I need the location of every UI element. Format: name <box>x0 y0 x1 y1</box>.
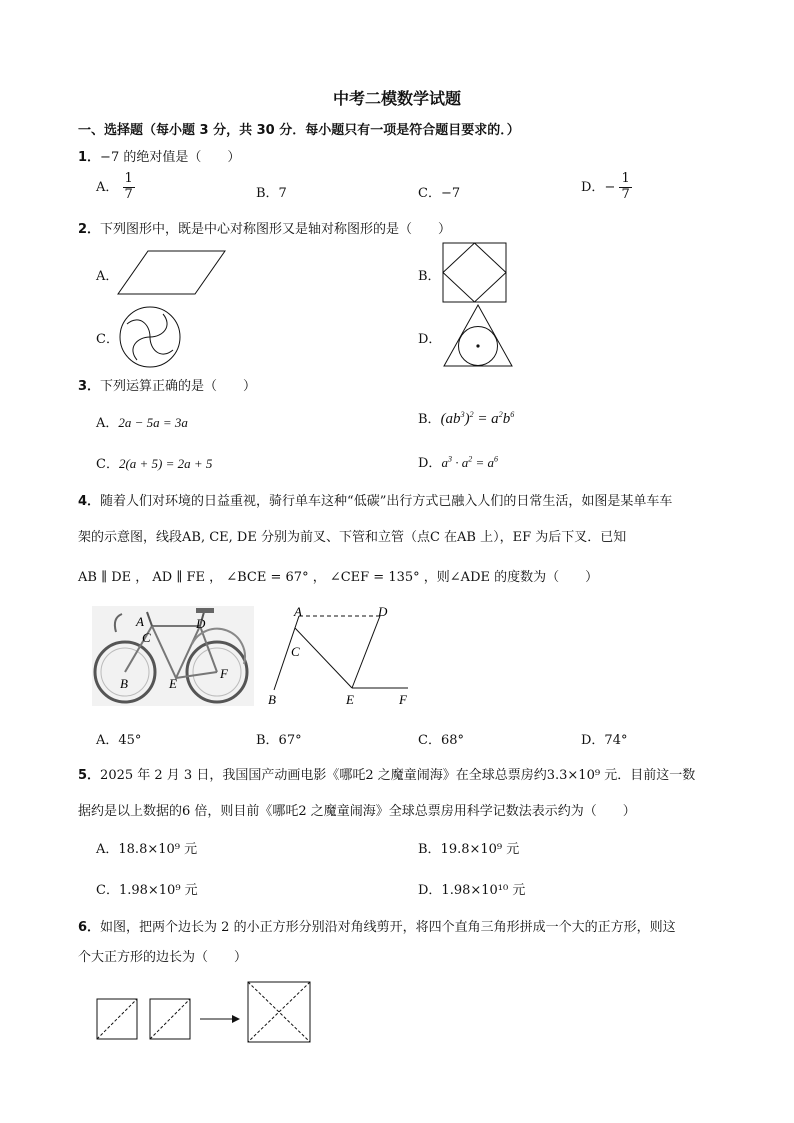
diagram-label-a: A <box>294 604 302 619</box>
squares-diagram <box>96 998 316 1046</box>
q4-option-d[interactable]: D．74° <box>581 733 628 748</box>
question-4-line-1 <box>78 490 672 509</box>
fraction <box>619 172 631 203</box>
question-2 <box>78 218 451 237</box>
option-label: D． <box>581 179 605 195</box>
question-number: 6． <box>78 920 101 935</box>
diagram-label-d: D <box>378 604 388 619</box>
fraction <box>123 172 135 203</box>
q5-option-a[interactable]: A．18.8×10⁹ 元 <box>96 842 198 857</box>
q5-option-c[interactable]: C．1.98×10⁹ 元 <box>96 883 198 898</box>
question-5-line-1 <box>78 764 695 783</box>
question-number: 5． <box>78 768 101 783</box>
frame-diagram <box>262 604 422 712</box>
expression: 2(a + 5) = 2a + 5 <box>118 456 213 471</box>
bike-label-c: C <box>142 630 151 645</box>
question-number: 4． <box>78 494 101 509</box>
denominator: 7 <box>621 186 630 202</box>
page-title: 中考二模数学试题 <box>332 89 461 108</box>
expression: $(ab^3)^2 = a^2b^6$ <box>440 410 515 427</box>
question-6-line-1 <box>78 916 676 935</box>
bike-label-e: E <box>169 676 177 691</box>
q5-option-b[interactable]: B．19.8×10⁹ 元 <box>418 842 520 857</box>
bike-label-b: B <box>120 676 128 691</box>
question-text: 下列运算正确的是（ ） <box>100 379 257 394</box>
numerator: 1 <box>621 171 630 186</box>
diagram-label-e: E <box>346 692 354 707</box>
q2-option-c-label[interactable]: C． <box>96 332 119 347</box>
swirl-circle-figure <box>117 306 183 368</box>
option-label: C． <box>96 457 119 472</box>
option-label: B． <box>418 412 441 427</box>
q4-option-a[interactable]: A．45° <box>96 733 142 748</box>
parallelogram-figure <box>118 250 228 295</box>
option-label: A． <box>96 179 119 195</box>
q2-option-d-label[interactable]: D． <box>418 332 442 347</box>
question-text: 如图，把两个边长为 2 的小正方形分别沿对角线剪开，将四个直角三角形拼成一个大的正方形，则这 <box>100 920 676 935</box>
question-text: −7 的绝对值是（ ） <box>100 150 241 165</box>
option-label: D． <box>418 456 442 471</box>
question-4-line-2: 架的示意图，线段AB, CE, DE 分别为前叉、下管和立管（点C 在AB 上），EF 为后下叉．已知 <box>78 530 627 545</box>
diagram-label-c: C <box>291 644 300 659</box>
question-number: 3． <box>78 379 101 394</box>
q2-option-a-label[interactable]: A． <box>96 269 119 284</box>
diagram-label-b: B <box>268 692 276 707</box>
triangle-with-incircle-figure <box>443 304 513 368</box>
bicycle-image <box>92 606 254 706</box>
q4-option-b[interactable]: B．67° <box>256 733 302 748</box>
q2-option-b-label[interactable]: B． <box>418 269 441 284</box>
q4-option-c[interactable]: C．68° <box>418 733 464 748</box>
q3-option-b[interactable] <box>418 408 514 428</box>
q5-option-d[interactable]: D．1.98×10¹⁰ 元 <box>418 883 526 898</box>
denominator: 7 <box>124 186 133 202</box>
minus-sign: − <box>604 179 616 195</box>
expression: $a^3 \cdot a^2 = a^6$ <box>441 454 498 470</box>
q3-option-d[interactable] <box>418 452 498 471</box>
bike-label-f: F <box>220 666 228 681</box>
q1-option-c[interactable]: C．−7 <box>418 186 461 201</box>
section-heading: 一、选择题（每小题 3 分，共 30 分．每小题只有一项是符合题目要求的．） <box>78 123 520 138</box>
diagram-label-f: F <box>399 692 407 707</box>
question-text: 2025 年 2 月 3 日，我国国产动画电影《哪吒2 之魔童闹海》在全球总票房约3.3×10⁹ 元．目前这一数 <box>100 768 696 783</box>
question-number: 2． <box>78 222 101 237</box>
bike-label-d: D <box>196 616 206 631</box>
q1-option-b[interactable]: B．7 <box>256 186 287 201</box>
bike-label-a: A <box>136 614 144 629</box>
question-text: 下列图形中，既是中心对称图形又是轴对称图形的是（ ） <box>100 222 452 237</box>
square-with-inscribed-square-figure <box>442 242 508 304</box>
question-4-line-3: AB ∥ DE ， AD ∥ FE ， ∠BCE = 67° ， ∠CEF = 135° ，则∠ADE 的度数为（ ） <box>78 570 599 585</box>
q3-option-a[interactable] <box>96 412 188 431</box>
question-number: 1． <box>78 150 101 165</box>
numerator: 1 <box>124 171 133 186</box>
q1-option-a[interactable] <box>96 172 135 203</box>
option-label: A． <box>96 416 119 431</box>
question-6-line-2: 个大正方形的边长为（ ） <box>78 950 248 965</box>
question-1 <box>78 146 240 165</box>
question-5-line-2: 据约是以上数据的6 倍，则目前《哪吒2 之魔童闹海》全球总票房用科学记数法表示约为（ ） <box>78 804 636 819</box>
q1-option-d[interactable] <box>581 172 632 203</box>
question-3 <box>78 375 256 394</box>
question-text: 随着人们对环境的日益重视，骑行单车这种“低碳”出行方式已融入人们的日常生活，如图是某单车车 <box>100 494 673 509</box>
expression: 2a − 5a = 3a <box>118 415 188 430</box>
q3-option-c[interactable] <box>96 453 212 472</box>
